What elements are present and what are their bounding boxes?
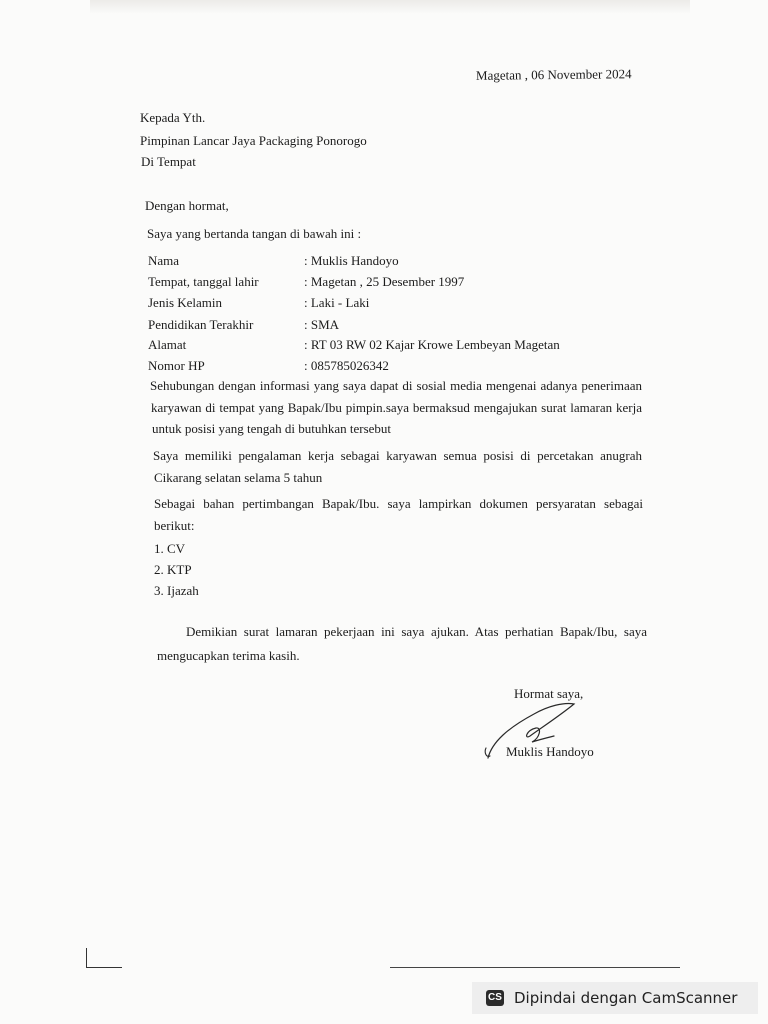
attachment-item: 3. Ijazah [154, 583, 199, 598]
paragraph-line: untuk posisi yang tengah di butuhkan tersebut [152, 421, 392, 436]
field-row-birth [148, 274, 618, 292]
recipient-line-2: Pimpinan Lancar Jaya Packaging Ponorogo [140, 133, 367, 148]
field-value: : SMA [304, 317, 340, 332]
scan-border-bottom [390, 967, 680, 968]
field-label: Pendidikan Terakhir [148, 317, 254, 332]
attachment-item: 1. CV [154, 541, 186, 556]
paragraph-line: karyawan di tempat yang Bapak/Ibu pimpin.saya bermaksud mengajukan surat lamaran kerja [151, 400, 642, 415]
intro-text: Saya yang bertanda tangan di bawah ini : [147, 226, 362, 241]
field-row-education [148, 317, 618, 335]
field-row-phone [148, 358, 618, 376]
signer-name: Muklis Handoyo [506, 744, 594, 759]
camscanner-watermark [472, 982, 758, 1014]
field-value: : Muklis Handoyo [304, 253, 399, 268]
field-label: Alamat [148, 337, 187, 352]
paragraph-line: mengucapkan terima kasih. [157, 648, 300, 663]
paragraph-line: Sebagai bahan pertimbangan Bapak/Ibu. saya lampirkan dokumen persyaratan sebagai [154, 496, 643, 511]
paragraph-line: Saya memiliki pengalaman kerja sebagai karyawan semua posisi di percetakan anugrah [153, 448, 642, 463]
recipient-line-1: Kepada Yth. [140, 110, 206, 125]
paragraph-line: berikut: [154, 518, 195, 533]
scan-border-bottom [86, 967, 122, 968]
field-value: : RT 03 RW 02 Kajar Krowe Lembeyan Magetan [304, 337, 560, 352]
paragraph-line: Cikarang selatan selama 5 tahun [154, 470, 323, 485]
scan-top-shadow [90, 0, 690, 14]
field-row-address [148, 337, 618, 355]
field-label: Jenis Kelamin [148, 295, 223, 310]
attachment-item: 2. KTP [154, 562, 192, 577]
regards-text: Hormat saya, [514, 686, 584, 701]
field-value: : Laki - Laki [304, 295, 370, 310]
letter-date: Magetan , 06 November 2024 [475, 66, 632, 83]
paragraph-line: Demikian surat lamaran pekerjaan ini saya ajukan. Atas perhatian Bapak/Ibu, saya [186, 624, 647, 639]
field-value: : 085785026342 [304, 358, 389, 373]
recipient-line-3: Di Tempat [141, 154, 196, 169]
camscanner-logo-icon: CS [486, 990, 504, 1006]
watermark-text: Dipindai dengan CamScanner [514, 989, 738, 1007]
field-label: Tempat, tanggal lahir [148, 274, 259, 289]
salutation: Dengan hormat, [145, 198, 229, 213]
field-row-name [148, 253, 618, 271]
field-label: Nama [148, 253, 180, 268]
field-label: Nomor HP [148, 358, 205, 373]
paragraph-line: Sehubungan dengan informasi yang saya dapat di sosial media mengenai adanya penerimaan [150, 378, 642, 393]
scan-border-left [86, 948, 87, 968]
field-row-gender [148, 295, 618, 313]
field-value: : Magetan , 25 Desember 1997 [304, 274, 465, 289]
